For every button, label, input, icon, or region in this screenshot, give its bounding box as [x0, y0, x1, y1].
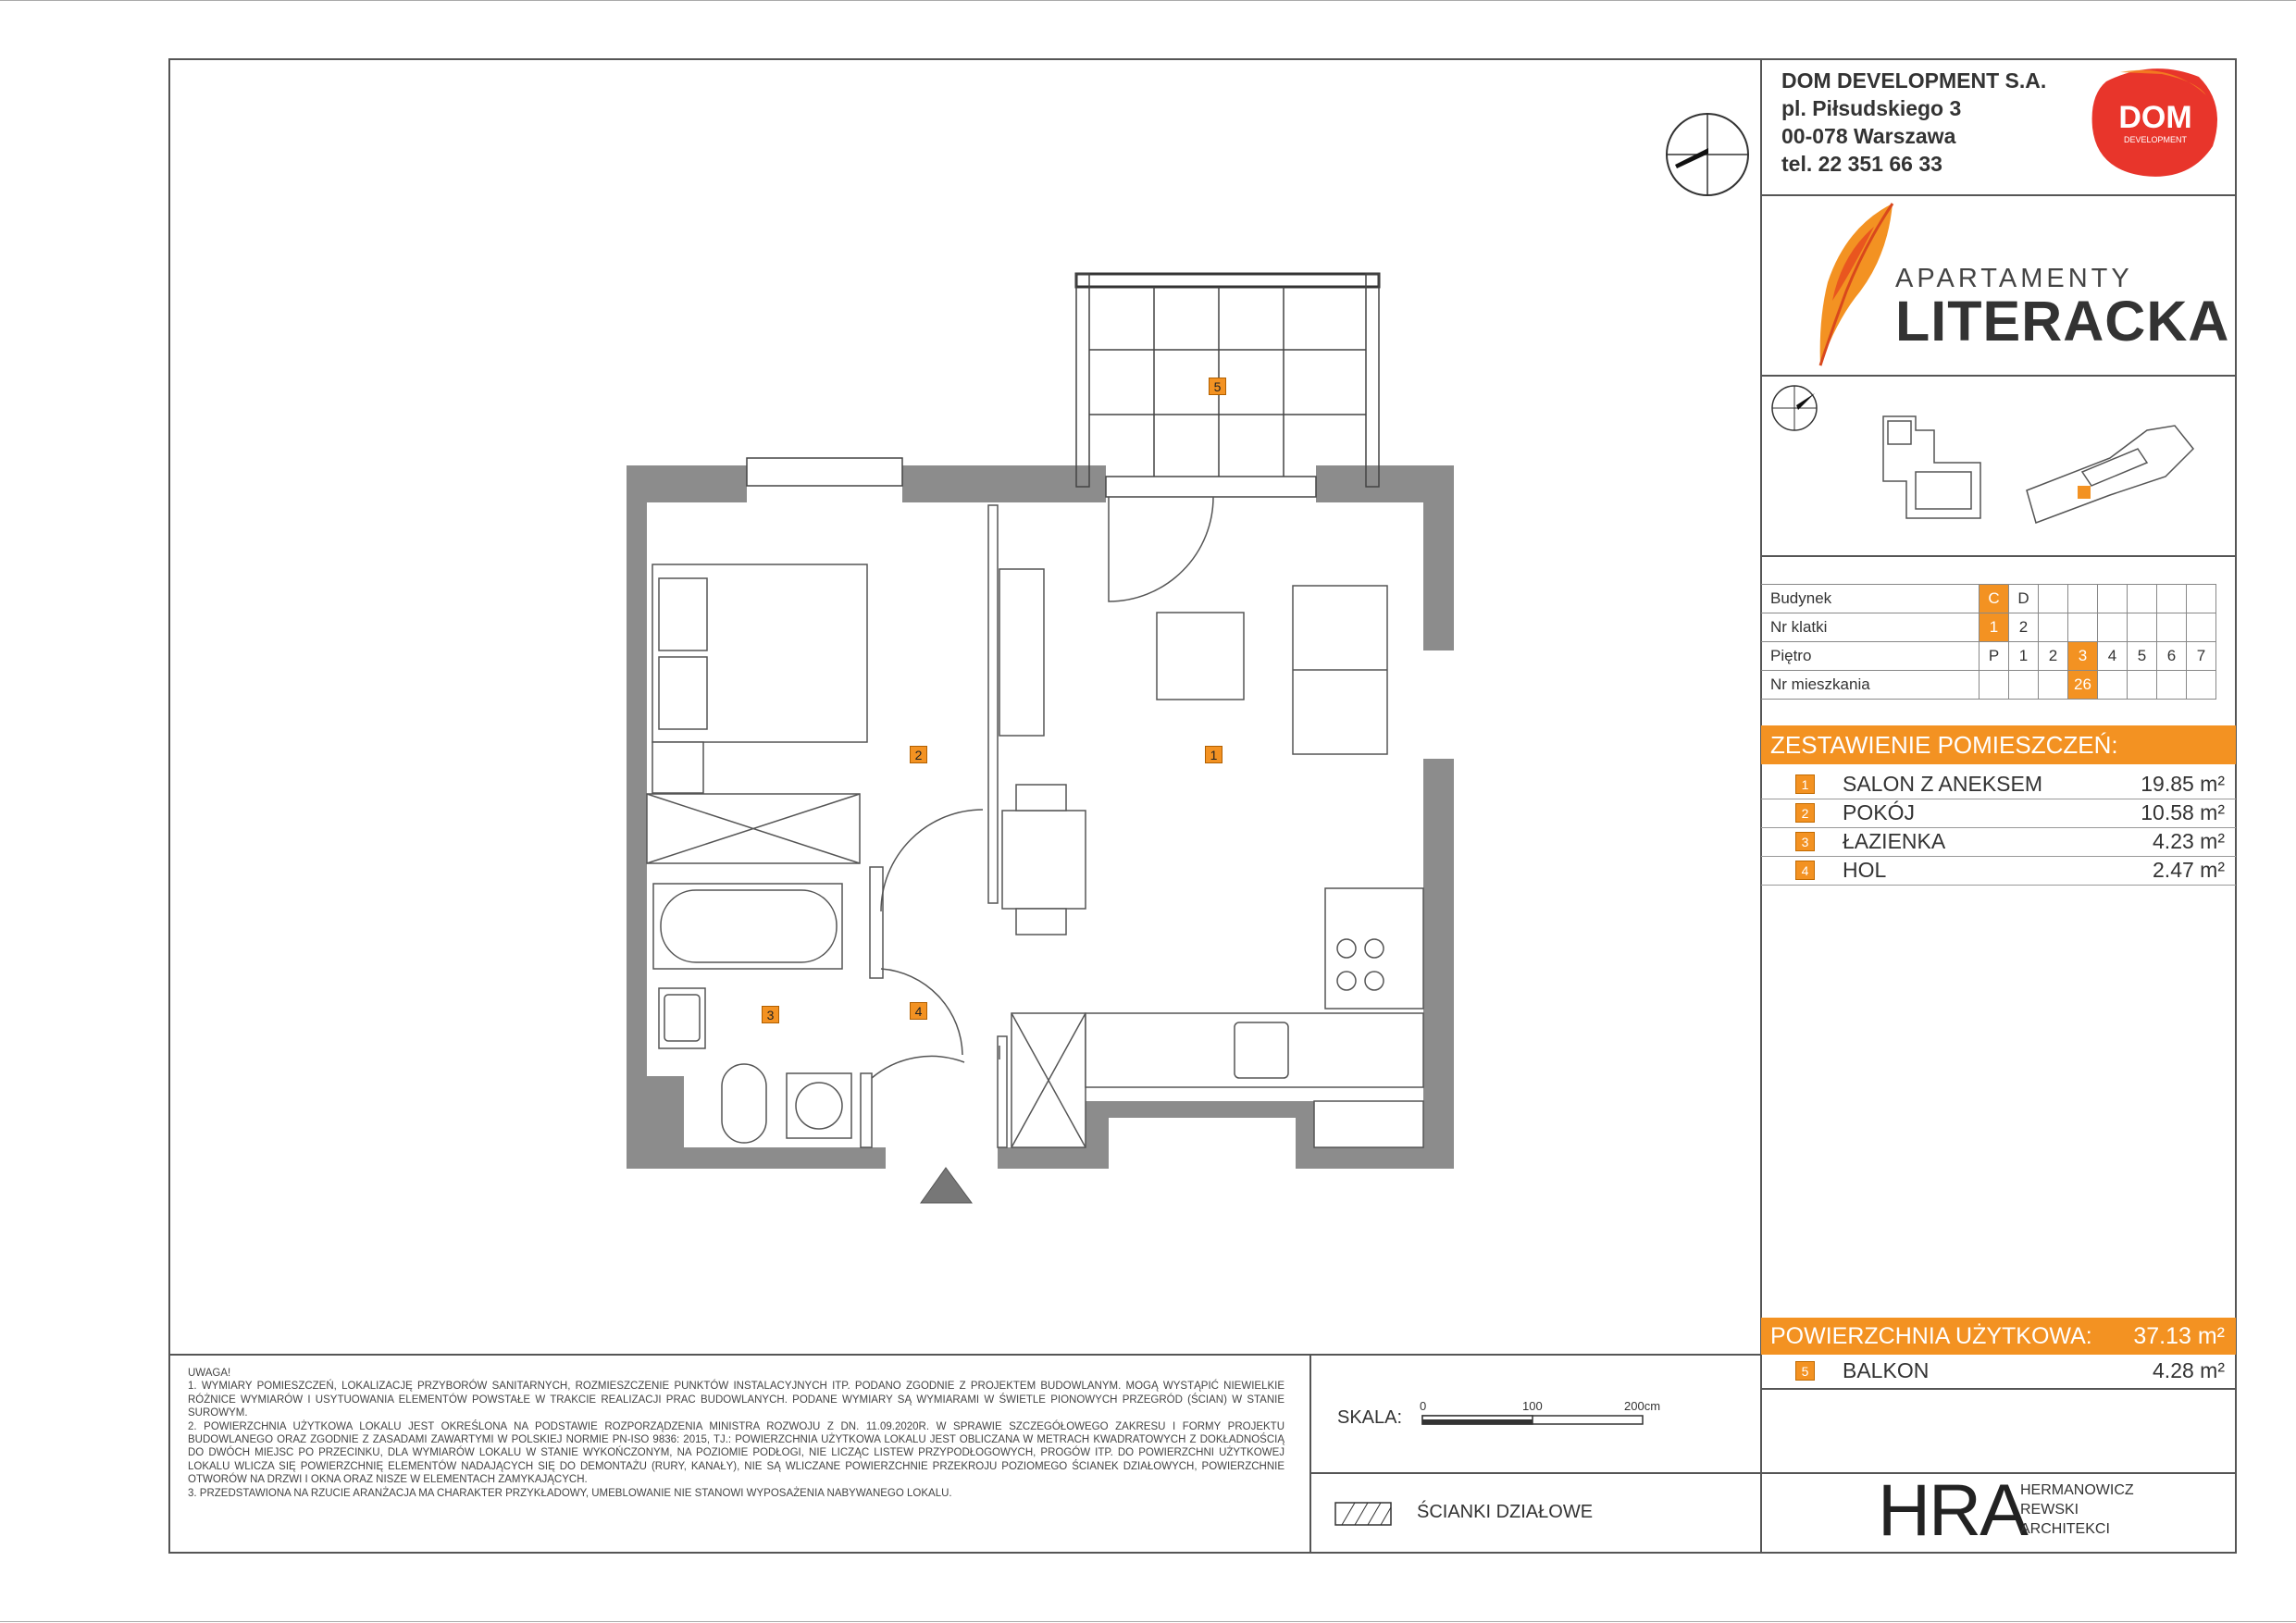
compass-icon — [1664, 111, 1751, 198]
room-number: 5 — [1795, 1361, 1815, 1381]
architect-line: HERMANOWICZ — [2020, 1482, 2134, 1498]
room-row — [1761, 827, 2236, 857]
notes-scale-divider — [1309, 1354, 1311, 1554]
brand-line1: APARTAMENTY — [1895, 264, 2133, 293]
scale-tick: 200cm — [1624, 1399, 1661, 1413]
info-cell: 4 — [2098, 642, 2128, 671]
info-cell: C — [1980, 585, 2009, 613]
info-cell: 3 — [2068, 642, 2098, 671]
architect-line: REWSKI — [2020, 1502, 2079, 1518]
room-area: 2.47 m² — [2153, 858, 2225, 882]
info-cell: 2 — [2039, 642, 2068, 671]
architect-line: ARCHITEKCI — [2020, 1521, 2110, 1537]
info-row-pietro — [1761, 642, 2216, 671]
plan-room-label: 5 — [1209, 378, 1226, 395]
info-cell: 1 — [2009, 642, 2039, 671]
info-cell: 2 — [2009, 613, 2039, 642]
architect-mark: HRA — [1878, 1468, 2027, 1551]
plan-room-label: 2 — [910, 746, 927, 763]
room-area: 4.28 m² — [2153, 1358, 2225, 1382]
info-cell: 26 — [2068, 671, 2098, 700]
plan-room-label: 3 — [762, 1006, 779, 1023]
room-area: 19.85 m² — [2141, 772, 2225, 796]
dom-logo-text: DOM — [2118, 100, 2192, 135]
scale-legend-divider — [1309, 1472, 1761, 1474]
note-item: 3. PRZEDSTAWIONA NA RZUCIE ARANŻACJA MA CHARAKTER PRZYKŁADOWY, UMEBLOWANIE NIE STANOWI WYPOSAŻENIA NABYWANEGO LOKALU. — [188, 1487, 952, 1499]
info-label: Nr klatki — [1761, 613, 1980, 642]
brand-line2: LITERACKA — [1895, 290, 2230, 353]
partition-wall-legend-icon — [1334, 1502, 1392, 1526]
room-number: 2 — [1795, 803, 1815, 823]
info-row-klatka — [1761, 613, 2216, 642]
tb-line-5 — [1760, 1388, 2237, 1390]
apartment-info-table — [1761, 584, 2216, 700]
notes-title: UWAGA! — [188, 1368, 231, 1379]
company-name: DOM DEVELOPMENT S.A. — [1781, 68, 2047, 93]
company-address — [1781, 67, 2046, 178]
bed — [647, 564, 867, 863]
room-area: 4.23 m² — [2153, 829, 2225, 853]
total-area-label: POWIERZCHNIA UŻYTKOWA: — [1770, 1323, 2092, 1349]
info-cell: 6 — [2157, 642, 2187, 671]
info-cell: D — [2009, 585, 2039, 613]
dom-logo-sub: DEVELOPMENT — [2123, 135, 2188, 144]
room-row — [1761, 856, 2236, 886]
note-item: 1. WYMIARY POMIESZCZEŃ, LOKALIZACJĘ PRZYBORÓW SANITARNYCH, ROZMIESZCZENIE PUNKTÓW INSTALACYJNYCH ITP. PODANO ZGODNIE Z PROJEKTEM BUDOWLANYM. MOGĄ WYSTĄPIĆ NIEWIELKIE RÓŻNICE WYMIARÓW I USYTUOWANIA ELEMENTÓW POWSTAŁE W TRAKCIE REALIZACJI PRAC BUDOWLANYCH. PODANE WYMIARY SĄ WYMIARAMI W ŚWIETLE PIONOWYCH PRZEGRÓD (ŚCIAN) W STANIE SUROWYM. — [188, 1381, 1285, 1419]
scale-tick: 0 — [1420, 1399, 1427, 1413]
scale-bar — [1421, 1414, 1653, 1427]
company-street: pl. Piłsudskiego 3 — [1781, 96, 1962, 120]
bottom-page-line — [0, 1621, 2296, 1622]
entrance-marker — [921, 1168, 972, 1203]
scale-label: SKALA: — [1337, 1407, 1403, 1428]
site-compass-icon — [1770, 384, 1818, 432]
room-name: BALKON — [1843, 1358, 1930, 1382]
room-number: 1 — [1795, 774, 1815, 794]
architect-name — [2020, 1481, 2134, 1539]
tb-line-2 — [1760, 375, 2237, 377]
info-label: Piętro — [1761, 642, 1980, 671]
dom-development-logo — [2088, 63, 2224, 180]
notes-block — [188, 1367, 1285, 1500]
info-row-mieszkanie — [1761, 671, 2216, 700]
room-name: ŁAZIENKA — [1843, 829, 1946, 853]
balcony — [1076, 274, 1379, 487]
tb-line-1 — [1760, 194, 2237, 196]
brand-logo — [1895, 264, 2229, 353]
room-name: HOL — [1843, 858, 1887, 882]
tb-line-3 — [1760, 555, 2237, 557]
room-area: 10.58 m² — [2141, 800, 2225, 824]
room-row — [1761, 770, 2236, 799]
room-name: POKÓJ — [1843, 800, 1915, 824]
note-item: 2. POWIERZCHNIA UŻYTKOWA LOKALU JEST OKREŚLONA NA PODSTAWIE ROZPORZĄDZENIA MINISTRA ROZWOJU Z DN. 11.09.2020R. W SPRAWIE SZCZEGÓŁOWEGO ZAKRESU I FORMY PROJEKTU BUDOWLANEGO ORAZ ZGODNIE Z ZASADAMI ZAWARTYMI W POLSKIEJ NORMIE PN-ISO 9836: 2015, TJ.: POWIERZCHNIA UŻYTKOWA LOKALU JEST OBLICZANA W METRACH KWADRATOWYCH Z DOKŁADNOŚCIĄ DO DWÓCH MIEJSC PO PRZECINKU, DLA WYMIARÓW LOKALU W STANIE WYKOŃCZONYM, NA POZIOMIE PODŁOGI, NIE LICZĄC LISTEW PRZYPODŁOGOWYCH, PROGÓW ITP. DO POWIERZCHNI UŻYTKOWEJ LOKALU WLICZA SIĘ POWIERZCHNIĘ ELEMENTÓW NADAJĄCYCH SIĘ DO DEMONTAŻU (RURY, KANAŁY), NIE SĄ WLICZANE POWIERZCHNIE PRZEKROJU POZIOMEGO ŚCIANEK DZIAŁOWYCH, POWIERZCHNIE OTWORÓW NA DRZWI I OKNA ORAZ NISZE W ELEMENTACH ZAMYKAJĄCYCH. — [188, 1420, 1285, 1486]
legend-label: ŚCIANKI DZIAŁOWE — [1417, 1502, 1594, 1522]
scale-tick: 100 — [1522, 1399, 1543, 1413]
info-cell: 5 — [2128, 642, 2157, 671]
company-city: 00-078 Warszawa — [1781, 124, 1956, 148]
notes-divider — [168, 1354, 1762, 1356]
site-plan-thumbnail — [1869, 407, 2221, 532]
plan-room-label: 1 — [1205, 746, 1222, 763]
living-furniture — [999, 569, 1423, 1147]
balcony-row — [1761, 1357, 2236, 1385]
info-label: Nr mieszkania — [1761, 671, 1980, 700]
total-area-bar — [1761, 1318, 2236, 1355]
info-cell: 1 — [1980, 613, 2009, 642]
room-number: 4 — [1795, 861, 1815, 880]
info-cell: 7 — [2187, 642, 2216, 671]
info-cell: P — [1980, 642, 2009, 671]
feather-icon — [1809, 199, 1902, 370]
info-label: Budynek — [1761, 585, 1980, 613]
company-phone: tel. 22 351 66 33 — [1781, 152, 1942, 176]
plan-room-label: 4 — [910, 1002, 927, 1020]
floor-plan — [0, 0, 1481, 1221]
total-area-value: 37.13 m² — [2133, 1323, 2225, 1349]
room-row — [1761, 799, 2236, 828]
room-number: 3 — [1795, 832, 1815, 851]
summary-heading: ZESTAWIENIE POMIESZCZEŃ: — [1761, 725, 2236, 764]
room-name: SALON Z ANEKSEM — [1843, 772, 2043, 796]
info-row-budynek — [1761, 585, 2216, 613]
